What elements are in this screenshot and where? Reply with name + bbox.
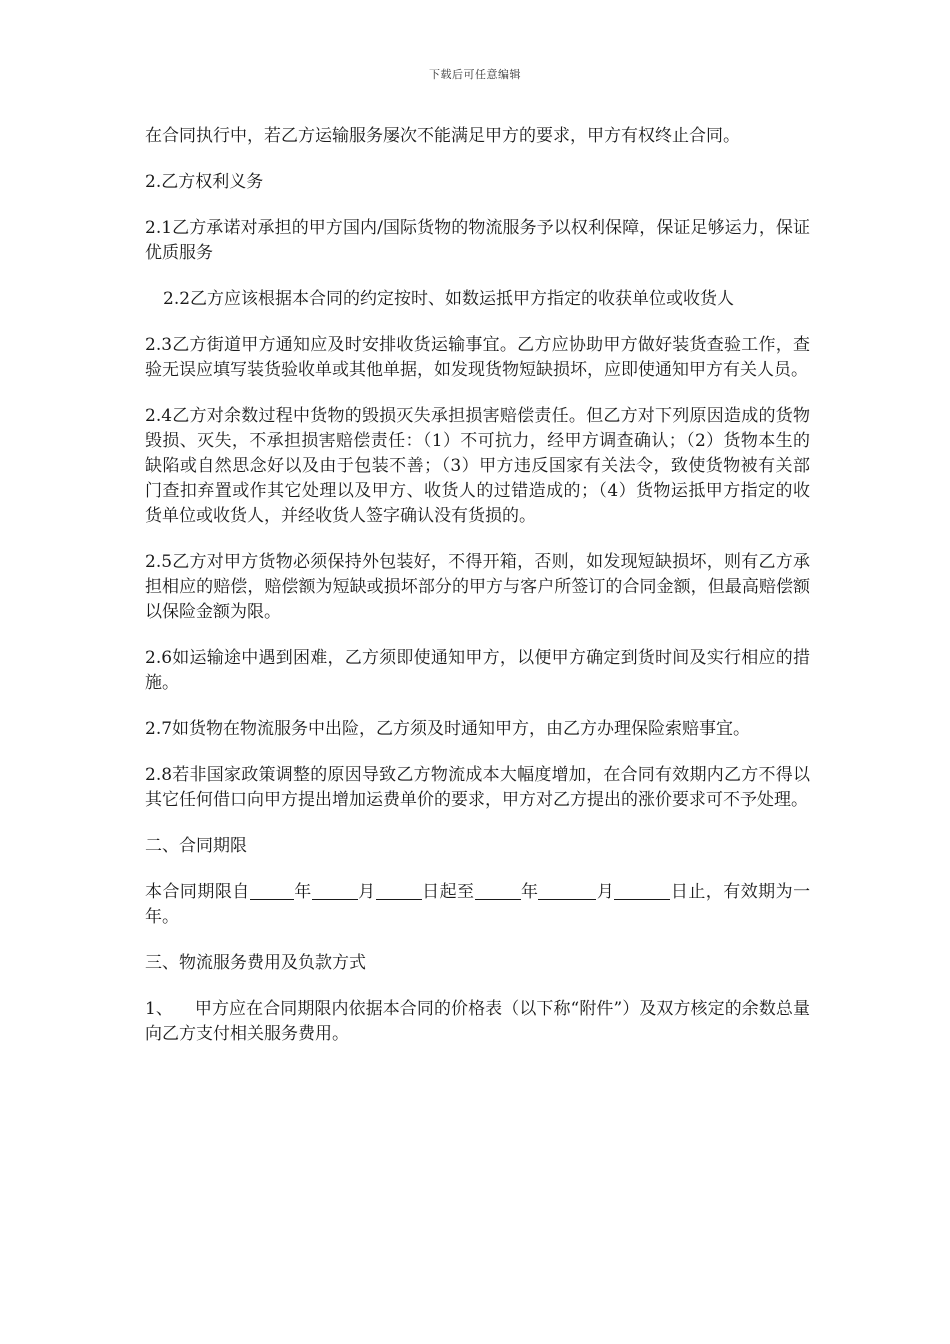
term-prefix: 本合同期限自: [145, 882, 250, 902]
section-heading-fees: 三、物流服务费用及负款方式: [145, 953, 366, 973]
contract-term-sentence: [145, 880, 810, 930]
clause-2-6: 2.6如运输途中遇到困难，乙方须即使通知甲方，以便甲方确定到货时间及实行相应的措施。: [145, 648, 810, 693]
page-header-note: 下载后可任意编辑: [429, 68, 521, 81]
clause-2-2: 2.2乙方应该根据本合同的约定按时、如数运抵甲方指定的收获单位或收货人: [163, 289, 735, 309]
clause-2-3: 2.3乙方街道甲方通知应及时安排收货运输事宜。乙方应协助甲方做好装货查验工作，查验无误应填写装货验收单或其他单据，如发现货物短缺损坏，应即使通知甲方有关人员。: [145, 335, 810, 380]
end-day-blank: [614, 881, 670, 900]
start-day-blank: [376, 881, 422, 900]
section-heading-contract-term: 二、合同期限: [145, 836, 247, 856]
fee-clause-1: 1、 甲方应在合同期限内依据本合同的价格表（以下称“附件”）及双方核定的余数总量向乙方支付相关服务费用。: [145, 999, 810, 1044]
clause-2-8: 2.8若非国家政策调整的原因导致乙方物流成本大幅度增加，在合同有效期内乙方不得以其它任何借口向甲方提出增加运费单价的要求，甲方对乙方提出的涨价要求可不予处理。: [145, 765, 810, 810]
clause-2-7: 2.7如货物在物流服务中出险，乙方须及时通知甲方，由乙方办理保险索赔事宜。: [145, 719, 751, 739]
end-month-blank: [538, 881, 596, 900]
clause-2-1: 2.1乙方承诺对承担的甲方国内/国际货物的物流服务予以权利保障，保证足够运力，保证优质服务: [145, 218, 810, 263]
term-month-label: 月: [357, 882, 376, 902]
start-year-blank: [250, 881, 294, 900]
term-year-label-2: 年: [520, 882, 539, 902]
document-body: [145, 124, 810, 1068]
paragraph-termination: 在合同执行中，若乙方运输服务屡次不能满足甲方的要求，甲方有权终止合同。: [145, 126, 740, 146]
term-year-label: 年: [293, 882, 312, 902]
section-heading-party-b-rights: 2.乙方权利义务: [145, 172, 264, 192]
start-month-blank: [312, 881, 358, 900]
clause-2-5: 2.5乙方对甲方货物必须保持外包装好，不得开箱，否则，如发现短缺损坏，则有乙方承担相应的赔偿，赔偿额为短缺或损坏部分的甲方与客户所签订的合同金额，但最高赔偿额以保险金额为限。: [145, 552, 810, 622]
end-year-blank: [475, 881, 521, 900]
clause-2-4: 2.4乙方对余数过程中货物的毁损灭失承担损害赔偿责任。但乙方对下列原因造成的货物毁损、灭失，不承担损害赔偿责任：（1）不可抗力，经甲方调查确认；（2）货物本生的缺陷或自然思念好以及由于包装不善；（3）甲方违反国家有关法令，致使货物被有关部门查扣弃置或作其它处理以及甲方、收货人的过错造成的；（4）货物运抵甲方指定的收货单位或收货人，并经收货人签字确认没有货损的。: [145, 406, 810, 526]
term-end-text: 日止，有效期为一年。: [145, 882, 811, 927]
term-month-label-2: 月: [596, 882, 615, 902]
term-day-label: 日起至: [421, 882, 475, 902]
